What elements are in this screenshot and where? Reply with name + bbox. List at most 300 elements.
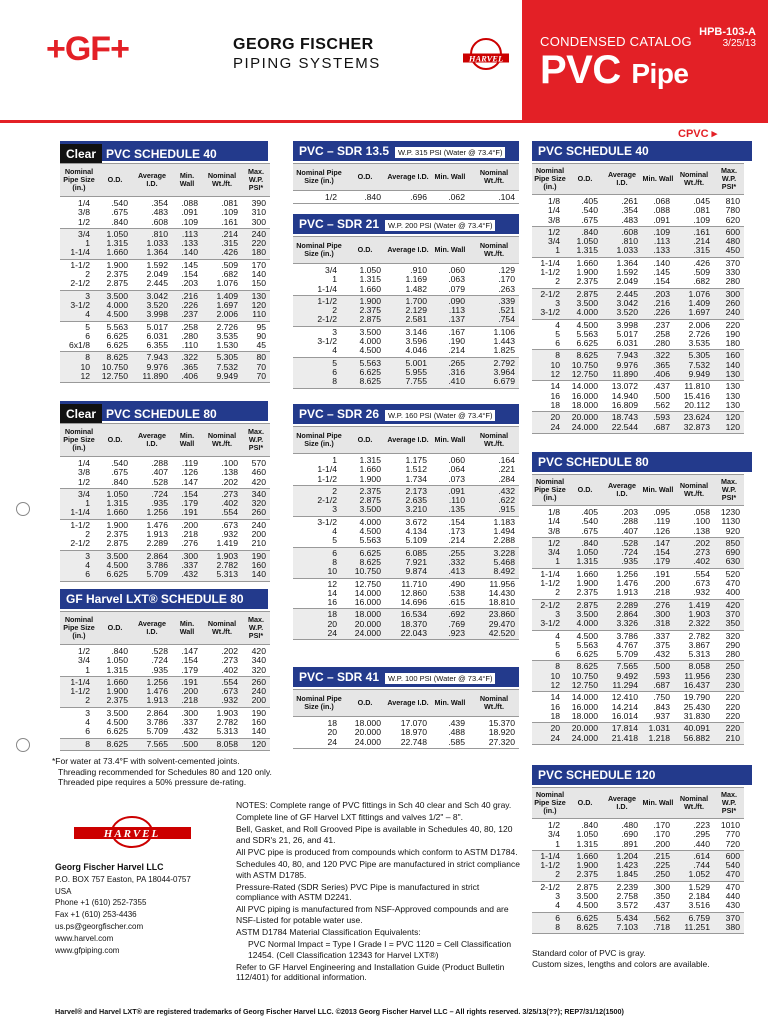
table-cell: 1/2 xyxy=(78,476,90,487)
table-cell: 3/4 xyxy=(548,547,560,558)
table-cell: .216 xyxy=(181,290,198,301)
table-cell: 3-1/2 xyxy=(540,618,560,629)
table-cell: 4.767 xyxy=(616,639,638,650)
table-cell: 9.976 xyxy=(616,359,638,370)
table-cell: .843 xyxy=(653,701,670,712)
table-row xyxy=(293,475,519,484)
table-cell: .405 xyxy=(581,196,598,206)
table-row xyxy=(60,279,270,288)
table-cell: 11.810 xyxy=(684,381,710,392)
column-header-id: Average I.D. xyxy=(387,698,429,708)
table-cell: 170 xyxy=(251,259,266,270)
table-cell: 7.532 xyxy=(688,359,710,370)
table-cell: 3.998 xyxy=(146,309,168,320)
table-cell: 370 xyxy=(725,608,740,619)
table-cell: 2.184 xyxy=(688,891,710,902)
table-cell: 70 xyxy=(256,361,266,372)
catalog-code: HPB-103-A xyxy=(699,26,756,38)
table-cell: 3.596 xyxy=(405,336,427,347)
table-cell: .110 xyxy=(448,495,465,506)
row-group xyxy=(532,381,744,412)
column-header-nps: Nominal Pipe Size (in.) xyxy=(296,694,342,711)
table-cell: 7.565 xyxy=(146,738,168,749)
table-cell: 340 xyxy=(251,655,266,666)
table-cell: .480 xyxy=(621,820,638,830)
table-cell: 16 xyxy=(327,597,337,608)
table-cell: 180 xyxy=(251,247,266,258)
table-cell: 4.046 xyxy=(405,345,427,356)
row-group xyxy=(532,196,744,227)
table-cell: 220 xyxy=(725,723,740,734)
table-cell: 2.049 xyxy=(616,276,638,287)
clear-sch40-title: Clear PVC SCHEDULE 40 xyxy=(60,141,268,161)
table-cell: .063 xyxy=(448,274,465,285)
table-cell: 2.288 xyxy=(493,535,515,546)
table-cell: .840 xyxy=(581,226,598,237)
table-row xyxy=(293,193,519,202)
company-name-line2: PIPING SYSTEMS xyxy=(233,55,381,72)
table-cell: 1230 xyxy=(720,507,740,517)
table-cell: .614 xyxy=(693,850,710,861)
table-cell: .840 xyxy=(111,646,128,656)
table-header-row xyxy=(293,163,519,191)
table-cell: .179 xyxy=(653,556,670,567)
table-cell: 5.563 xyxy=(576,639,598,650)
table-cell: 24.000 xyxy=(571,732,598,743)
table-cell: 400 xyxy=(725,587,740,598)
table-row xyxy=(532,861,744,870)
table-cell: 160 xyxy=(725,350,740,361)
table-cell: 4.500 xyxy=(106,717,128,728)
table-row xyxy=(532,548,744,557)
row-group xyxy=(293,548,519,579)
table-cell: 12 xyxy=(550,680,560,691)
table-cell: 9.976 xyxy=(146,361,168,372)
table-cell: 4 xyxy=(332,526,337,537)
sdr41-title: PVC – SDR 41 W.P. 100 PSI (Water @ 73.4°F) xyxy=(293,667,519,687)
table-cell: 1.913 xyxy=(146,695,168,706)
table-cell: .200 xyxy=(653,578,670,589)
table-cell: 1.409 xyxy=(688,297,710,308)
table-cell: 7.565 xyxy=(616,661,638,672)
table-cell: 90 xyxy=(256,330,266,341)
water-note-line: Threaded pipe requires a 50% pressure de-rating. xyxy=(58,777,247,787)
table-cell: 4.000 xyxy=(359,336,381,347)
cpvc-link[interactable]: CPVC ▸ xyxy=(678,128,718,140)
column-header-wt: Nominal Wt./ft. xyxy=(207,431,237,448)
table-cell: 1.592 xyxy=(146,259,168,270)
notes-section xyxy=(236,800,521,984)
table-cell: 19.790 xyxy=(683,692,710,703)
table-cell: .135 xyxy=(448,504,465,515)
table-cell: 300 xyxy=(725,288,740,299)
table-row xyxy=(532,197,744,206)
table-cell: 3.500 xyxy=(106,290,128,301)
table-cell: 3/4 xyxy=(548,236,560,247)
table-cell: .203 xyxy=(621,507,638,517)
table-cell: 420 xyxy=(251,476,266,487)
table-cell: 7.943 xyxy=(146,352,168,363)
table-cell: .223 xyxy=(693,820,710,830)
table-cell: .138 xyxy=(693,525,710,536)
table-cell: .405 xyxy=(581,507,598,517)
table-cell: .154 xyxy=(653,547,670,558)
table-cell: 6.625 xyxy=(106,340,128,351)
row-group xyxy=(293,718,519,749)
table-cell: 4 xyxy=(555,900,560,911)
table-cell: .718 xyxy=(653,921,670,932)
table-row xyxy=(60,478,270,487)
table-cell: 8 xyxy=(332,376,337,387)
column-header-wall: Min. Wall xyxy=(179,171,195,188)
table-cell: .214 xyxy=(448,535,465,546)
column-header-id: Average I.D. xyxy=(387,435,429,445)
table-cell: 1.476 xyxy=(146,686,168,697)
table-cell: 340 xyxy=(251,488,266,499)
table-cell: 1 xyxy=(332,274,337,285)
row-group xyxy=(293,455,519,486)
table-cell: 1 xyxy=(332,455,337,465)
table-cell: 14 xyxy=(327,587,337,598)
table-cell: 160 xyxy=(251,559,266,570)
table-cell: 6 xyxy=(332,366,337,377)
table-cell: 4 xyxy=(85,717,90,728)
column-header-wt: Nominal Wt./ft. xyxy=(679,481,709,498)
column-header-wall: Min. Wall xyxy=(642,174,674,184)
table-cell: 1.697 xyxy=(688,307,710,318)
table-cell: 3.500 xyxy=(576,891,598,902)
table-cell: .402 xyxy=(221,498,238,509)
table-row xyxy=(532,570,744,579)
table-cell: 2 xyxy=(332,485,337,496)
table-cell: .500 xyxy=(181,738,198,749)
table-cell: 2.289 xyxy=(616,599,638,610)
table-row xyxy=(532,216,744,225)
table-cell: 24 xyxy=(550,421,560,432)
column-header-nps: Nominal Pipe Size (in.) xyxy=(296,241,342,258)
table-cell: 2-1/2 xyxy=(70,278,90,289)
column-header-id: Average I.D. xyxy=(607,794,637,811)
table-cell: 11.956 xyxy=(489,578,515,589)
table-cell: 460 xyxy=(251,467,266,478)
table-cell: 1 xyxy=(85,498,90,509)
table-cell: 1 xyxy=(555,838,560,849)
table-row xyxy=(60,372,270,381)
table-cell: 3.326 xyxy=(616,618,638,629)
table-header-row xyxy=(532,787,744,819)
table-cell: .608 xyxy=(151,216,168,227)
table-cell: 8.625 xyxy=(106,738,128,749)
table-cell: 130 xyxy=(725,399,740,410)
company-website[interactable]: www.harvel.com xyxy=(55,933,114,943)
table-cell: .161 xyxy=(693,226,710,237)
table-cell: .255 xyxy=(448,547,465,558)
row-group xyxy=(293,358,519,389)
table-cell: 470 xyxy=(725,881,740,892)
table-cell: 2.782 xyxy=(216,717,238,728)
table-cell: 3.500 xyxy=(359,504,381,515)
table-cell: 120 xyxy=(725,412,740,423)
svg-text:HARVEL: HARVEL xyxy=(468,53,504,64)
table-cell: 20.000 xyxy=(571,412,598,423)
table-cell: .081 xyxy=(693,205,710,216)
table-cell: 440 xyxy=(725,891,740,902)
table-cell: 16 xyxy=(550,390,560,401)
table-cell: .426 xyxy=(693,257,710,268)
table-cell: 27.320 xyxy=(488,736,515,747)
table-row xyxy=(532,206,744,215)
row-group xyxy=(293,486,519,517)
table-cell: .750 xyxy=(653,692,670,703)
table-cell: .538 xyxy=(448,587,465,598)
table-cell: 1.482 xyxy=(405,283,427,294)
table-row xyxy=(532,321,744,330)
table-cell: 20.000 xyxy=(571,723,598,734)
table-cell: .440 xyxy=(693,838,710,849)
table-cell: 1-1/2 xyxy=(317,295,337,306)
table-cell: 18 xyxy=(327,718,337,728)
table-cell: 1/4 xyxy=(78,198,90,208)
table-cell: 240 xyxy=(251,228,266,239)
table-cell: 18 xyxy=(550,710,560,721)
table-cell: 220 xyxy=(725,692,740,703)
row-group xyxy=(532,538,744,569)
table-cell: 3-1/2 xyxy=(540,307,560,318)
company-website[interactable]: www.gfpiping.com xyxy=(55,945,120,955)
table-cell: .483 xyxy=(151,207,168,218)
table-row xyxy=(532,703,744,712)
table-cell: 20.112 xyxy=(684,399,710,410)
table-cell: .318 xyxy=(653,618,670,629)
table-cell: .562 xyxy=(653,399,670,410)
table-cell: .365 xyxy=(653,359,670,370)
table-cell: 20.000 xyxy=(354,727,381,738)
table-cell: 1-1/2 xyxy=(540,578,560,589)
table-cell: 1.315 xyxy=(576,245,598,256)
page-header xyxy=(0,0,768,120)
table-cell: .091 xyxy=(181,207,198,218)
table-cell: 17.814 xyxy=(611,723,638,734)
row-group xyxy=(60,520,270,551)
column-header-wt: Nominal Wt./ft. xyxy=(679,794,709,811)
table-cell: 280 xyxy=(725,649,740,660)
table-cell: 15.416 xyxy=(683,390,710,401)
table-cell: 11.251 xyxy=(684,921,710,932)
table-row xyxy=(532,299,744,308)
row-group xyxy=(532,692,744,723)
table-cell: 230 xyxy=(725,680,740,691)
table-cell: 6.625 xyxy=(106,330,128,341)
table-cell: .173 xyxy=(448,526,465,537)
table-cell: 2.289 xyxy=(146,538,168,549)
table-cell: 1.256 xyxy=(146,676,168,687)
table-cell: 1/8 xyxy=(548,196,560,206)
table-row xyxy=(532,382,744,391)
sch80-title: PVC SCHEDULE 80 xyxy=(532,452,752,472)
table-cell: .170 xyxy=(653,829,670,840)
svg-text:HARVEL: HARVEL xyxy=(103,828,161,840)
table-cell: 6.355 xyxy=(146,340,168,351)
table-cell: 320 xyxy=(725,630,740,641)
table-cell: .280 xyxy=(181,330,198,341)
table-cell: .432 xyxy=(181,726,198,737)
table-cell: 10 xyxy=(550,359,560,370)
table-cell: 5.709 xyxy=(616,649,638,660)
table-cell: .521 xyxy=(498,305,515,316)
table-cell: 1 xyxy=(555,245,560,256)
table-cell: 16.809 xyxy=(611,399,638,410)
table-cell: .133 xyxy=(181,238,198,249)
table-cell: .935 xyxy=(151,498,168,509)
table-cell: 12.410 xyxy=(611,692,638,703)
table-cell: .406 xyxy=(653,369,670,380)
row-group xyxy=(532,851,744,882)
company-name-line1: GEORG FISCHER xyxy=(233,36,374,53)
table-cell: 1.530 xyxy=(216,340,238,351)
table-cell: 420 xyxy=(725,599,740,610)
table-cell: 5 xyxy=(85,321,90,332)
table-cell: .214 xyxy=(693,236,710,247)
table-cell: .060 xyxy=(448,455,465,465)
table-cell: 13.072 xyxy=(611,381,638,392)
table-cell: 4.500 xyxy=(106,309,128,320)
table-cell: 1.315 xyxy=(359,455,381,465)
table-cell: .923 xyxy=(448,628,465,639)
column-header-wall: Min. Wall xyxy=(179,431,195,448)
table-cell: 8.625 xyxy=(359,556,381,567)
table-cell: 210 xyxy=(725,732,740,743)
table-cell: .203 xyxy=(181,278,198,289)
table-cell: 1.031 xyxy=(648,723,670,734)
table-row xyxy=(532,246,744,255)
table-row xyxy=(532,712,744,721)
table-cell: 1.076 xyxy=(688,288,710,299)
table-cell: 21.418 xyxy=(611,732,638,743)
table-cell: .593 xyxy=(653,412,670,423)
sch120-title: PVC SCHEDULE 120 xyxy=(532,765,752,785)
table-cell: .250 xyxy=(653,869,670,880)
table-cell: 220 xyxy=(725,710,740,721)
table-row xyxy=(532,423,744,432)
table-cell: .540 xyxy=(581,205,598,216)
table-cell: 1.900 xyxy=(359,295,381,306)
table-cell: .402 xyxy=(693,556,710,567)
table-cell: .058 xyxy=(693,507,710,517)
table-cell: 7.921 xyxy=(405,556,427,567)
table-cell: 16.000 xyxy=(571,701,598,712)
table-cell: 1.218 xyxy=(648,732,670,743)
table-cell: .365 xyxy=(181,361,198,372)
table-cell: 1.697 xyxy=(216,299,238,310)
punch-hole xyxy=(16,738,30,752)
table-cell: 20 xyxy=(327,618,337,629)
table-cell: .840 xyxy=(581,537,598,548)
table-cell: .540 xyxy=(111,198,128,208)
table-cell: 2.445 xyxy=(146,278,168,289)
table-cell: 80 xyxy=(256,352,266,363)
table-cell: 3.042 xyxy=(146,290,168,301)
table-cell: 350 xyxy=(725,618,740,629)
table-cell: 56.882 xyxy=(683,732,710,743)
table-cell: 5.709 xyxy=(146,726,168,737)
table-cell: .129 xyxy=(498,265,515,275)
table-cell: .337 xyxy=(653,630,670,641)
row-group xyxy=(532,320,744,351)
table-cell: 4.500 xyxy=(576,319,598,330)
table-cell: 450 xyxy=(725,245,740,256)
table-cell: 5 xyxy=(332,535,337,546)
table-cell: 8 xyxy=(332,556,337,567)
table-row xyxy=(532,662,744,671)
table-cell: 250 xyxy=(725,661,740,672)
table-row xyxy=(60,696,270,705)
table-cell: 2.875 xyxy=(106,538,128,549)
table-cell: 1.050 xyxy=(106,488,128,499)
table-cell: 1.700 xyxy=(405,295,427,306)
table-row xyxy=(532,632,744,641)
table-cell: .164 xyxy=(498,455,515,465)
company-email[interactable]: us.ps@georgfischer.com xyxy=(55,921,144,931)
table-cell: .315 xyxy=(221,238,238,249)
table-cell: 6 xyxy=(555,912,560,923)
table-cell: 2.875 xyxy=(576,288,598,299)
table-cell: 260 xyxy=(251,676,266,687)
table-cell: .154 xyxy=(653,276,670,287)
table-cell: .170 xyxy=(498,274,515,285)
row-group xyxy=(293,517,519,548)
table-cell: .140 xyxy=(181,247,198,258)
table-header-row xyxy=(532,474,744,506)
company-phone: Phone +1 (610) 252-7355 xyxy=(55,898,147,908)
table-cell: .675 xyxy=(111,207,128,218)
table-cell: 6.625 xyxy=(576,338,598,349)
table-cell: 1.409 xyxy=(216,290,238,301)
table-cell: 130 xyxy=(725,390,740,401)
table-cell: 150 xyxy=(251,278,266,289)
column-header-nps: Nominal Pipe Size (in.) xyxy=(296,431,342,448)
table-cell: 3.210 xyxy=(405,504,427,515)
table-cell: .432 xyxy=(181,569,198,580)
table-cell: 18 xyxy=(550,399,560,410)
note-line: All PVC pipe is produced from compounds which conform to ASTM D1784. xyxy=(236,847,518,858)
table-cell: 18.000 xyxy=(354,718,381,728)
table-cell: .615 xyxy=(448,597,465,608)
table-cell: .528 xyxy=(151,476,168,487)
table-cell: .100 xyxy=(693,516,710,527)
table-cell: 24.000 xyxy=(571,421,598,432)
water-note-line: Threading recommended for Schedules 80 and 120 only. xyxy=(58,766,272,777)
water-note xyxy=(52,756,272,788)
column-header-od: O.D. xyxy=(577,485,593,495)
table-cell: .145 xyxy=(653,267,670,278)
table-header-row xyxy=(60,163,270,197)
table-row xyxy=(532,508,744,517)
table-cell: 3/4 xyxy=(78,655,90,666)
table-cell: .064 xyxy=(448,464,465,475)
table-cell: .045 xyxy=(693,196,710,206)
table-row xyxy=(532,724,744,733)
table-cell: 1.315 xyxy=(106,498,128,509)
table-cell: 2 xyxy=(85,695,90,706)
table-cell: 40.091 xyxy=(683,723,710,734)
table-cell: 3.786 xyxy=(616,630,638,641)
table-cell: 8 xyxy=(85,738,90,749)
table-cell: 110 xyxy=(252,309,266,320)
table-cell: 1.660 xyxy=(359,464,381,475)
table-cell: .154 xyxy=(181,655,198,666)
table-cell: .432 xyxy=(653,649,670,660)
table-cell: 480 xyxy=(725,236,740,247)
